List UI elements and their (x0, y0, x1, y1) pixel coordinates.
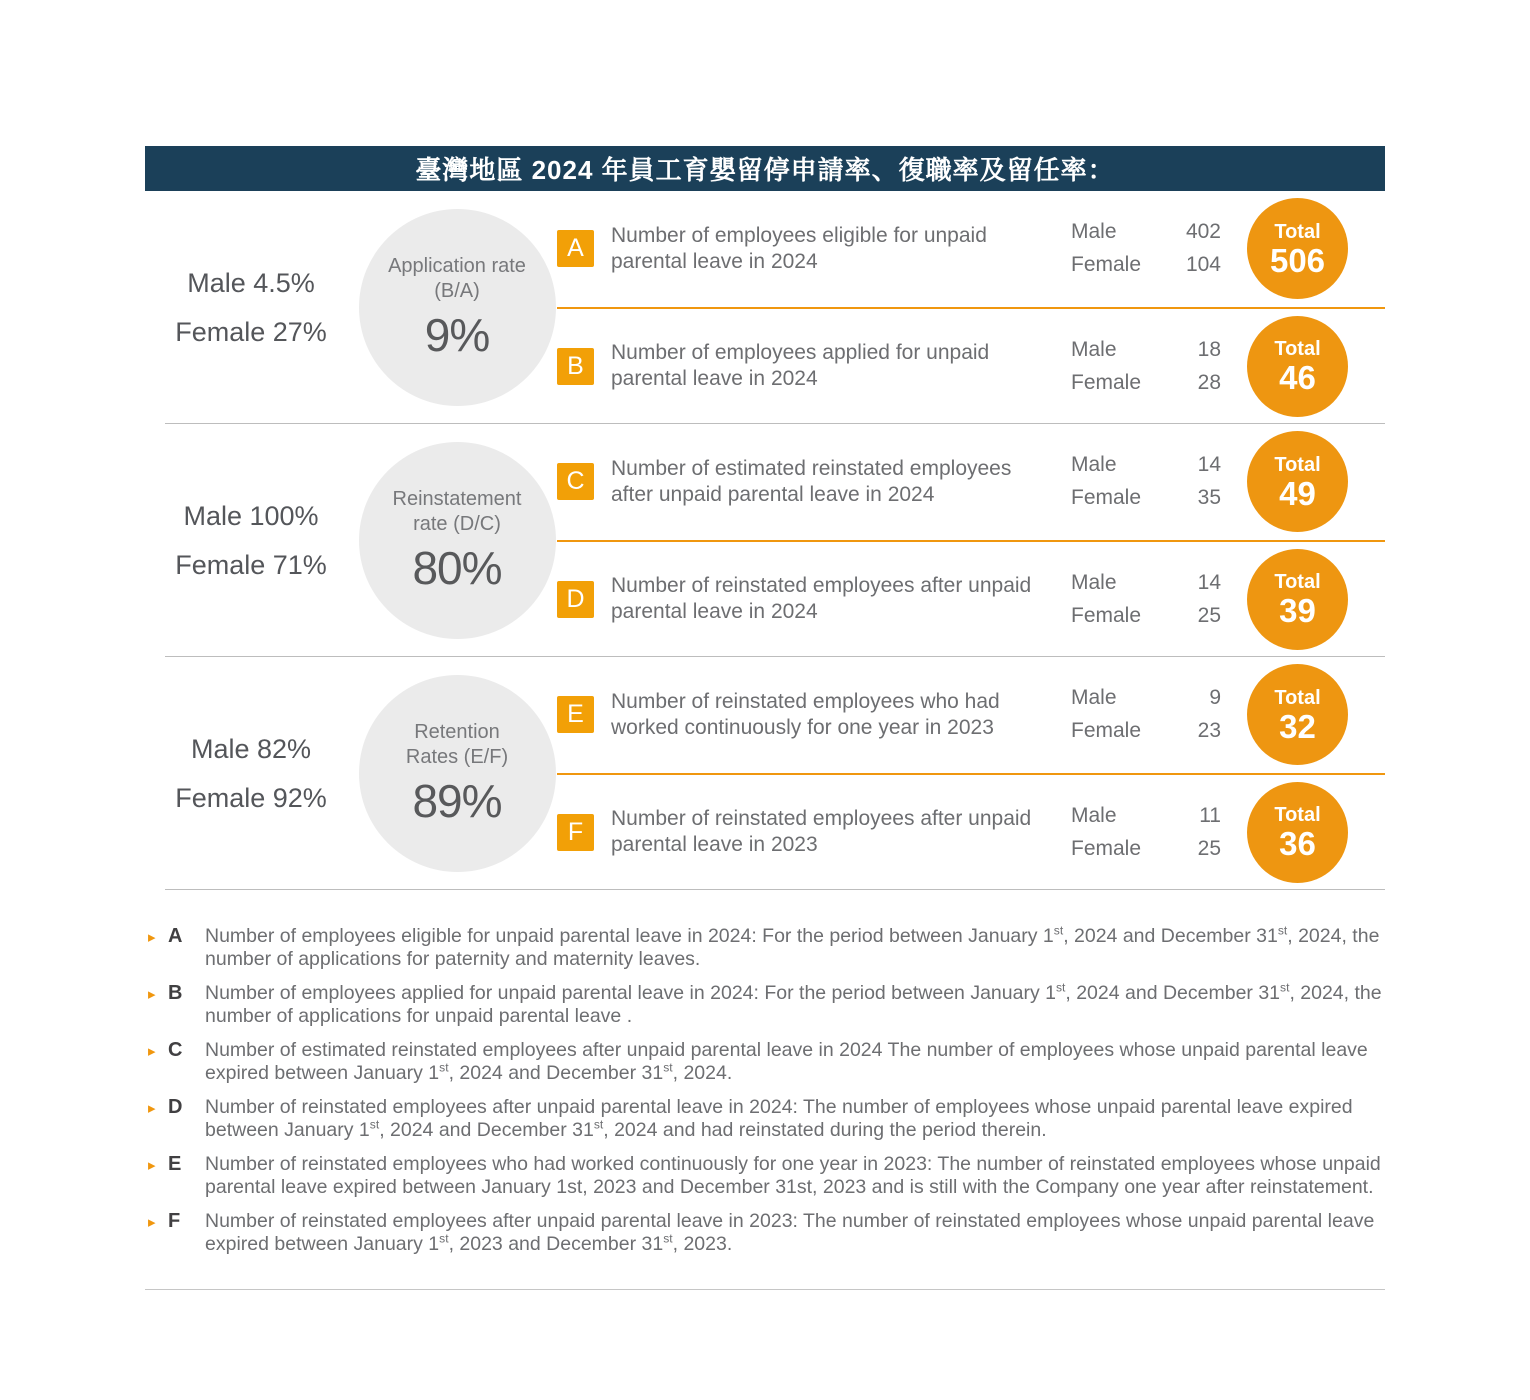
retention-rates-gender-stats (145, 657, 357, 890)
data-row-C (557, 424, 1385, 540)
female-value: 25 (1197, 603, 1221, 627)
row-letter-badge: F (557, 814, 594, 851)
male-label: Male (1071, 686, 1117, 710)
row-letter-badge: C (557, 463, 594, 500)
footnote-A (148, 925, 1385, 971)
data-row-B (557, 309, 1385, 425)
total-col (1234, 549, 1361, 650)
female-label: Female (1071, 603, 1142, 627)
footnote-letter: E (168, 1153, 182, 1175)
female-value: 23 (1197, 719, 1221, 743)
reinstatement-rate-circle (359, 442, 556, 639)
data-row-E (557, 657, 1385, 773)
row-description: Number of reinstated employees who had worked continuously for one year in 2023 (611, 689, 1000, 739)
section-reinstatement-rate (145, 424, 1385, 657)
footnote-D (148, 1096, 1385, 1142)
footnote-text: Number of reinstated employees after unpaid parental leave in 2023: The number of reinstated employees whose unpaid parental leave expired between January 1st, 2023 and December 31st, 2023. (205, 1210, 1375, 1255)
female-value: 25 (1197, 836, 1221, 860)
section-rows (557, 424, 1385, 657)
female-label: Female (1071, 486, 1142, 510)
male-rate: Male 100% (183, 500, 319, 531)
total-col (1234, 316, 1361, 417)
footnote-B (148, 982, 1385, 1028)
female-value: 28 (1197, 370, 1221, 394)
male-value: 402 (1185, 220, 1221, 244)
total-label: Total (1274, 338, 1321, 361)
total-badge (1247, 431, 1348, 532)
data-row-F (557, 775, 1385, 891)
footnote-C (148, 1039, 1385, 1085)
rate-label: Application rate (B/A) (388, 254, 526, 302)
gender-values (1159, 338, 1221, 395)
bullet-arrow-icon: ▸ (148, 1157, 156, 1174)
gender-labels (1071, 571, 1159, 628)
total-badge (1247, 782, 1348, 883)
male-value: 11 (1199, 803, 1221, 827)
footnote-letter: F (168, 1210, 181, 1232)
section-rows (557, 657, 1385, 890)
row-description: Number of reinstated employees after unpaid parental leave in 2023 (611, 807, 1032, 857)
section-application-rate (145, 191, 1385, 424)
footnote-letter: D (168, 1096, 183, 1118)
female-rate: Female 71% (175, 549, 327, 580)
female-rate: Female 27% (175, 316, 327, 347)
row-letter-badge: A (557, 230, 594, 267)
gender-labels (1071, 686, 1159, 743)
total-label: Total (1274, 571, 1321, 594)
total-label: Total (1274, 686, 1321, 709)
row-letter-badge: D (557, 581, 594, 618)
page-title: 臺灣地區 2024 年員工育嬰留停申請率、復職率及留任率： (415, 155, 1115, 185)
total-value: 506 (1269, 241, 1326, 279)
gender-values (1159, 804, 1221, 861)
total-col (1234, 782, 1361, 883)
header-bar (145, 146, 1385, 191)
total-col (1234, 198, 1361, 299)
retention-rates-circle-col (357, 657, 557, 890)
row-description: Number of estimated reinstated employees after unpaid parental leave in 2024 (611, 456, 1012, 506)
gender-labels (1071, 220, 1159, 277)
female-label: Female (1071, 370, 1142, 394)
rate-value: 9% (424, 308, 490, 361)
total-value: 36 (1279, 825, 1316, 863)
total-col (1234, 431, 1361, 532)
application-rate-circle-col (357, 191, 557, 424)
row-description: Number of employees eligible for unpaid parental leave in 2024 (611, 223, 987, 273)
bullet-arrow-icon: ▸ (148, 1214, 156, 1231)
retention-rates-circle (359, 675, 556, 872)
bullet-arrow-icon: ▸ (148, 986, 156, 1003)
data-row-D (557, 542, 1385, 658)
bottom-divider (145, 1289, 1385, 1290)
male-value: 18 (1197, 337, 1221, 361)
total-value: 49 (1279, 474, 1316, 512)
total-value: 46 (1279, 359, 1316, 397)
footnote-text: Number of reinstated employees after unpaid parental leave in 2024: The number of employees whose unpaid parental leave expired between January 1st, 2024 and December 31st, 2024 and had reinstated during the period therein. (205, 1096, 1353, 1141)
reinstatement-rate-gender-stats (145, 424, 357, 657)
footnote-text: Number of employees eligible for unpaid parental leave in 2024: For the period between January 1st, 2024 and December 31st, 2024, the number of applications for paternity and maternity leaves. (205, 923, 1380, 970)
female-label: Female (1071, 253, 1142, 277)
section-retention-rates (145, 657, 1385, 890)
male-value: 14 (1197, 453, 1221, 477)
female-rate: Female 92% (175, 782, 327, 813)
application-rate-circle (359, 209, 556, 406)
gender-values (1159, 453, 1221, 510)
footnote-E (148, 1153, 1385, 1199)
total-badge (1247, 664, 1348, 765)
data-row-A (557, 191, 1385, 307)
gender-labels (1071, 804, 1159, 861)
row-description: Number of reinstated employees after unpaid parental leave in 2024 (611, 574, 1032, 624)
male-label: Male (1071, 220, 1117, 244)
bullet-arrow-icon: ▸ (148, 929, 156, 946)
male-value: 14 (1197, 570, 1221, 594)
female-value: 104 (1185, 253, 1221, 277)
application-rate-gender-stats (145, 191, 357, 424)
footnotes (145, 925, 1385, 1256)
footnote-text: Number of reinstated employees who had worked continuously for one year in 2023: The number of reinstated employees whose unpaid parental leave expired between January 1st, 2023 and December 31st, 2023 and is still with the Company one year after reinstatement. (205, 1153, 1381, 1198)
bullet-arrow-icon: ▸ (148, 1043, 156, 1060)
total-badge (1247, 198, 1348, 299)
female-label: Female (1071, 836, 1142, 860)
male-rate: Male 4.5% (187, 267, 315, 298)
total-value: 32 (1279, 707, 1316, 745)
gender-labels (1071, 453, 1159, 510)
male-label: Male (1071, 570, 1117, 594)
row-description: Number of employees applied for unpaid parental leave in 2024 (611, 341, 990, 391)
male-label: Male (1071, 453, 1117, 477)
male-label: Male (1071, 803, 1117, 827)
total-col (1234, 664, 1361, 765)
rate-label: Reinstatement rate (D/C) (392, 487, 522, 535)
gender-values (1159, 686, 1221, 743)
footnote-text: Number of estimated reinstated employees after unpaid parental leave in 2024 The number of employees whose unpaid parental leave expired between January 1st, 2024 and December 31st, 2024. (205, 1039, 1368, 1084)
row-letter-badge: E (557, 696, 594, 733)
bullet-arrow-icon: ▸ (148, 1100, 156, 1117)
footnote-letter: C (168, 1039, 183, 1061)
reinstatement-rate-circle-col (357, 424, 557, 657)
rate-value: 80% (412, 541, 502, 594)
total-badge (1247, 316, 1348, 417)
gender-values (1159, 220, 1221, 277)
infographic (145, 146, 1385, 1290)
footnote-F (148, 1210, 1385, 1256)
male-label: Male (1071, 337, 1117, 361)
male-rate: Male 82% (190, 733, 312, 764)
footnote-letter: A (168, 925, 183, 947)
total-label: Total (1274, 804, 1321, 827)
footnote-letter: B (168, 982, 183, 1004)
total-label: Total (1274, 220, 1321, 243)
gender-values (1159, 571, 1221, 628)
rate-label: Retention Rates (E/F) (405, 720, 509, 768)
female-value: 35 (1197, 486, 1221, 510)
footnote-text: Number of employees applied for unpaid parental leave in 2024: For the period between January 1st, 2024 and December 31st, 2024, the number of applications for unpaid parental leave . (205, 980, 1382, 1027)
gender-labels (1071, 338, 1159, 395)
female-label: Female (1071, 719, 1142, 743)
section-rows (557, 191, 1385, 424)
row-letter-badge: B (557, 348, 594, 385)
male-value: 9 (1209, 686, 1221, 710)
total-badge (1247, 549, 1348, 650)
total-label: Total (1274, 453, 1321, 476)
total-value: 39 (1279, 592, 1316, 630)
rate-value: 89% (412, 774, 502, 827)
